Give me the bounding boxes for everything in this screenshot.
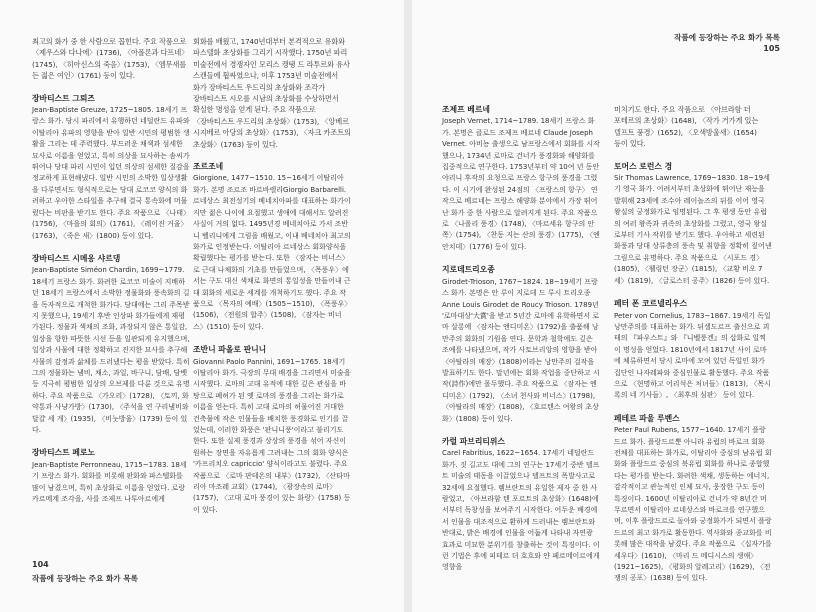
page-number: 104 [32, 560, 49, 569]
left-column-2 [193, 36, 351, 516]
left-page [0, 0, 404, 612]
body-paragraph: Jean-Baptiste Perronneau, 1715~1783. 18세기 프랑스 화가. 회화를 비롯해 판화와 파스텔화를 많이 남겼으며, 특히 초상화로 이름을 얻었다. 로랑 카르메계 조각을, 사를 조제프 나투아르에게 [32, 460, 187, 504]
paragraph-gap [442, 253, 600, 264]
body-paragraph: Girodet-Trioson, 1767~1824. 18~19세기 프랑스 화가. 본명은 안 루이 지로데 드 루시 트리오종Anne Louis Girodet de Roucy Trioson. 1789년 '로마대상'大賞'을 받고 5년간 로마에 유학하면서 로마 살롱에 〈잠자는 엔디미온〉(1792)을 출품해 낭만주의 회화의 기원을 연다. 문학과 철학에도 깊은 조예를 나타냈으며, 작가 사토브리앙의 영향을 받아 〈아탈라의 매장〉(1808)이라는 낭만주의 걸작을 발표하기도 한다. 말년에는 회화 작업을 중단하고 시작(詩作)에만 몰두했다. 주요 작품으로 〈잠자는 엔디미온〉(1792), 〈소녀 천사와 비너스〉(1798), 〈아탈라의 매장〉(1808), 〈호르텐스 여왕의 초상화〉(1808) 등이 있다. [442, 277, 600, 423]
artist-heading: 조르조네 [193, 162, 224, 172]
paragraph-gap [32, 242, 190, 253]
paragraph-gap [614, 402, 772, 413]
right-page [412, 0, 816, 612]
artist-heading: 지로데트리오종 [442, 265, 495, 275]
body-paragraph: 회화를 배웠고, 1740년대부터 본격적으로 유화와 파스텔화 초상화를 그리기 시작했다. 1750년 파리 미술전에서 경쟁자인 모리스 캥탱 드 라투르와 유사 스캔들에 휩싸였으나, 이후 1753년 미술전에서 화가 장바티스트 우드리의 초상화와 조각가 장바티스트 시오를 시남의 초상화를 수상하면서 확실한 명성을 얻게 된다. 주요 작품으로 〈장바티스트 우드리의 초상화〉(1753), 〈앙베르 시지베르 아당의 초상화〉(1753), 〈자크 카조트의 초상화〉(1763) 등이 있다. [193, 37, 351, 149]
left-column-1 [32, 36, 190, 505]
page-number: 105 [763, 44, 780, 53]
artist-heading: 조제프 베르네 [442, 105, 490, 114]
body-paragraph: Joseph Vernet, 1714~1789. 18세기 프랑스 화가. 본명은 클로드 조제프 베르네 Claude Joseph Vernet. 아비뇽 출생으로 남프랑스에서 회화를 시작했으나, 1734년 로마로 건너가 풍경화와 해양화를 집중적으로 연구한다. 1753년부터 약 10여 년 동안 야리니 후작의 요청으로 프랑스 항구의 풍경을 그렸다. 이 시기에 완성된 24점의 〈프랑스의 항구〉 연작으로 베르네는 프랑스 해양화 분야에서 가장 뛰어난 화가 중 한 사람으로 알려지게 된다. 주요 작품으로 〈나폴리 풍경〉(1748), 〈마르세유 항구의 안쪽〉(1754), 〈찬동 지는 산의 풍경〉(1775), 〈엔안치데〉(1776) 등이 있다. [442, 117, 600, 251]
body-paragraph: 최고의 화가 중 한 사람으로 꼽힌다. 주요 작품으로 〈제우스와 다나에〉(1736), 〈아폴론과 다프네〉(1745), 〈히아신스의 죽음〉(1753), 〈엠무새를 든 젊은 여인〉(1761) 등이 있다. [32, 37, 189, 81]
body-paragraph: Jean-Baptiste Siméon Chardin, 1699~1779. 18세기 프랑스 화가. 화려한 로코코 미술이 지배하던 18세기 프랑스에서 소박한 정물화와 풍속화의 길을 독자적으로 개척한 화가다. 당대에는 그리 주목받지 못했으나, 19세기 후반 인상파 화가들에게 재평가된다. 정물과 색채의 조화, 과장되지 않은 통일감, 일상을 향한 따뜻한 시선 등을 일관되게 유지했으며, 일상과 사물에 대한 정확하고 진지한 묘사를 추구해 사물의 감정과 삶체를 드러냈다는 평을 받았다. 특히 그의 정물화는 냄비, 채소, 과일, 바구니, 담배, 담뱃등 지극히 평범한 일상의 오브제를 다룬 것으로 유명하다. 주요 작품으로 〈가오리〉(1728), 〈토끼, 화약통과 사냥가방〉(1730), 〈주석을 연 구리냄비와 달걀 세 개〉(1935), 〈비눗방울〉(1739) 등이 있다. [32, 266, 190, 434]
right-column-2 [614, 104, 772, 585]
body-paragraph: Sir Thomas Lawrence, 1769~1830. 18~19세기 영국 화가. 어려서부터 초상화에 뛰어난 재능을 발휘해 23세에 조수아 레이놀즈의 뒤를 이어 영국 왕실의 궁정화가로 임명된다. 그 후 평생 동안 유럽의 여러 왕족과 귀족의 초상화를 그렸고, 영국 왕실로부터 기사 작위를 받기도 했다. 우아하고 세련된 화풍과 당대 상류층의 풍속 및 취향을 정확히 짚어낸 그림으로 유명하다. 주요 작품으로 〈시포드 경〉(1805), 〈웰링턴 장군〉(1815), 〈교황 비오 7세〉(1819), 〈글로스터 공주〉(1826) 등이 있다. [614, 174, 772, 285]
paragraph-gap [614, 287, 772, 298]
paragraph-gap [32, 436, 190, 447]
body-paragraph: Jean-Baptiste Greuze, 1725~1805. 18세기 프랑스 화가. 당시 파리에서 유행하던 네덜란드 유파와 이탈리아 유파의 영향을 받아 일반 시민의 평범한 생활을 그리는 데 주력했다. 부드러운 채색과 섬세한 묘사로 이름을 얻었고, 특히 의상을 묘사하는 솜씨가 뛰어나 당대 파리 시민이 입던 의상의 섬세한 질감을 정교하게 표현해냈다. 일반 시민의 소박한 일상생활을 다루면서도 형식적으로는 당대 로코코 양식의 화려하고 우아한 스타일을 추구해 결국 통속화에 머물렀다는 비판을 받기도 한다. 주요 작품으로 〈나태〉(1756), 〈마을의 회의〉(1761), 〈레이진 거울〉(1763), 〈죽은 새〉(1800) 등이 있다. [32, 106, 190, 240]
paragraph-gap [614, 150, 772, 161]
paragraph-gap [32, 82, 190, 93]
body-paragraph: Carel Fabritius, 1622~1654. 17세기 네덜란드 화가. 짓 길고도 대에 그의 연구는 17세기 중반 델프트 미술의 태동을 이끌었으나 델프트의 폭발사고로 32세에 요절했다. 렘브란트의 유일한 제자 중 한 사람었고, 〈아브라함 텐 포르트의 초상화〉(1648)에서부터 독창성을 보여주기 시작한다. 어두운 배경에서 인물을 대조적으로 환하게 드러내는 렘브란트와 반대로, 밝은 배경에 인물을 어둡게 나타내 자연광 효과로 미묘한 분위기를 창출하는 것이 특징이다. 이런 기법은 후에 피테르 더 호흐와 얀 페르메이르에게 영향을 [442, 449, 600, 572]
body-paragraph: Giorgione, 1477~1510. 15~16세기 이탈리아 화가. 본명 조르조 바르바렐리Giorgio Barbarelli. 르네상스 최전성기의 베네치아파를 대표하는 화가이지만 젊은 나이에 요절했고 생애에 대해서도 알려진 사실이 거의 없다. 1495년경 베네치아로 가서 조반니 벨리니에게 그림을 배웠고, 이내 베네치아 최고의 화가로 인정받는다. 이탈리아 르네상스 회화양식을 확립했다는 평가를 받는다. 또한 〈잠자는 비너스〉로 근대 나체화의 기초를 만들었으며, 〈폭풍우〉에서는 구도 대신 색채로 화면의 통일성을 만들어내 근대 회화의 세로운 세계를 개척하기도 했다. 주요 작품으로 〈목자의 예배〉(1505~1510), 〈폭풍우〉(1506), 〈전원의 합주〉(1508), 〈잠자는 비너스〉(1510) 등이 있다. [193, 174, 351, 331]
artist-heading: 장바티스트 페로노 [32, 448, 95, 458]
artist-heading: 페테르 파울 루벤스 [614, 413, 680, 423]
body-paragraph: Peter von Cornelius, 1783~1867. 19세기 독일 낭만주의를 대표하는 화가. 뒤셀도르프 출신으로 괴테의 『파우스트』와 『니벨룽겐』의 삽화로 일찍이 명성을 얻었다. 1810년에서 1817년 사이 로마에 체류하면서 당시 로마에 모여 있던 독일인 화가 집단인 나자레파와 중심인물로 활동했다. 주요 작품으로 〈현명하고 어리석은 처녀들〉(1813), 〈목시록의 네 기사들〉, 〈최후의 심판〉 등이 있다. [614, 311, 771, 400]
right-column-1 [442, 104, 600, 574]
paragraph-gap [193, 150, 351, 161]
body-paragraph: Peter Paul Rubens, 1577~1640. 17세기 플랑드르 화가. 플랑드르뿐 아니라 유럽의 바로크 회화 전체를 대표하는 화가로, 이탈리아 중심의 남유럽 회화와 플랑드르 중심의 북유럽 회화를 하나로 종합했다는 평가를 받는다. 화려한 색채, 생동하는 에너지, 감각적이고 관능적인 인체 묘사, 웅장한 구도 등이 특징이다. 1600년 이탈리아로 건너가 약 8년간 머무르면서 이탈리아 르네상스와 바로크를 연구했으며, 이후 플랑드르로 돌아와 궁정화가가 되면서 플랑드르의 최고 화가로 활동한다. 역사화와 종교화를 비롯해 많은 대작을 남겼다. 주요 작품으로 〈십자가를 세우다〉(1610), 〈마리 드 메디시스의 생애〉(1921~1625), 〈평화의 알레고리〉(1629), 〈전쟁의 공포〉(1638) 등이 있다. [614, 426, 772, 583]
paragraph-gap [442, 425, 600, 436]
running-title: 작품에 등장하는 주요 화가 목록 [674, 33, 780, 42]
body-paragraph: 미치기도 한다. 주요 작품으로 〈아브라함 더 포테르의 초상화〉(1648), 〈작가 거가게 있는 델프트 풍경〉(1652), 〈오색방울새〉(1654) 등이 있다. [614, 105, 759, 149]
artist-heading: 토머스 로런스 경 [614, 161, 673, 171]
body-paragraph: Giovanni Paolo Pannini, 1691~1765. 18세기 이탈리아 화가. 극장의 무대 배경을 그리면서 미술을 시작했다. 로마의 고대 유적에 대한 깊은 관심을 바탕으로 폐허가 된 옛 로마의 풍경을 그리는 화가로 이름을 얻는다. 특히 고대 로마의 허물어진 거대한 건축물에 작은 인물들을 배치한 풍경화로 인기를 끌었는데, 이러한 화풍은 '판니니풍'이라고 불리기도 한다. 또한 실제 풍경과 상상의 풍경을 섞어 자신이 원하는 장면을 자유롭게 그려내는 그의 회화 양식은 '카프리치오 capriccio' 양식이라고도 불렸다. 주요 작품으로 〈로마 판테온의 내부〉(1732), 〈산타마리아 마조레 교회〉(1744), 〈광장속의 로마〉(1757), 〈고대 로마 풍경이 있는 화랑〉(1758) 등이 있다. [193, 357, 351, 514]
running-title: 작품에 등장하는 주요 화가 목록 [32, 574, 138, 583]
artist-heading: 조반니 파올로 판니니 [193, 345, 267, 355]
artist-heading: 카럴 파브리티위스 [442, 436, 505, 446]
artist-heading: 페터 폰 코르넬리우스 [614, 299, 688, 309]
paragraph-gap [193, 333, 351, 344]
artist-heading: 장바티스트 그뢰즈 [32, 93, 95, 103]
artist-heading: 장바티스트 시메옹 샤르댕 [32, 253, 121, 263]
